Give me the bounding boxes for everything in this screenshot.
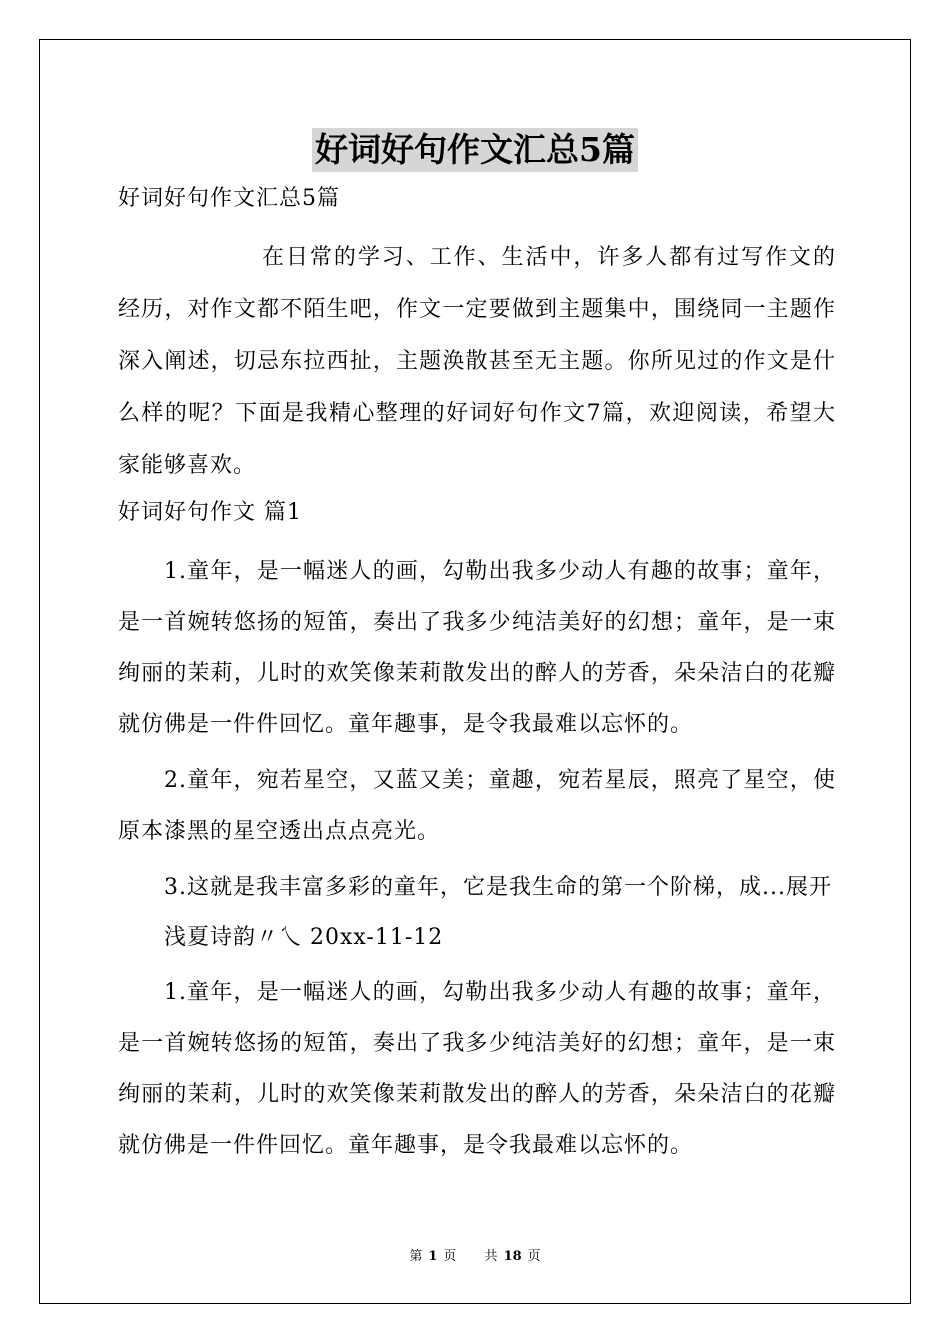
page-number: 1 (428, 1249, 438, 1264)
list-item-2: 2.童年，宛若星空，又蓝又美；童趣，宛若星辰，照亮了星空，使原本漆黑的星空透出点点亮光。 (118, 768, 836, 844)
list-item-3: 3.这就是我丰富多彩的童年，它是我生命的第一个阶梯，成...展开 (164, 875, 832, 900)
list-item-1: 1.童年，是一幅迷人的画，勾勒出我多少动人有趣的故事；童年，是一首婉转悠扬的短笛，奏出了我多少纯洁美好的幻想；童年，是一束绚丽的茉莉，儿时的欢笑像茉莉散发出的醉人的芳香，朵朵洁白的花瓣就仿佛是一件件回忆。童年趣事，是令我最难以忘怀的。 (118, 559, 836, 737)
total-pages-indicator: 共 18 页 (484, 1249, 541, 1264)
document-subtitle: 好词好句作文汇总5篇 (118, 186, 340, 211)
section-heading: 好词好句作文 篇1 (118, 500, 302, 525)
repeat-list-item-1: 1.童年，是一幅迷人的画，勾勒出我多少动人有趣的故事；童年，是一首婉转悠扬的短笛，奏出了我多少纯洁美好的幻想；童年，是一束绚丽的茉莉，儿时的欢笑像茉莉散发出的醉人的芳香，朵朵洁白的花瓣就仿佛是一件件回忆。童年趣事，是令我最难以忘怀的。 (118, 980, 836, 1158)
page-indicator: 第 1 页 (409, 1249, 457, 1264)
document-title: 好词好句作文汇总5篇 (312, 128, 638, 172)
intro-paragraph: 在日常的学习、工作、生活中，许多人都有过写作文的经历，对作文都不陌生吧，作文一定要做到主题集中，围绕同一主题作深入阐述，切忌东拉西扯，主题涣散甚至无主题。你所见过的作文是什么样的呢？下面是我精心整理的好词好句作文7篇，欢迎阅读，希望大家能够喜欢。 (118, 245, 836, 478)
total-pages: 18 (503, 1249, 522, 1264)
title-wrapper (0, 128, 950, 172)
page-footer (0, 1248, 950, 1266)
document-body (118, 182, 836, 1176)
author-date-line: 浅夏诗韵〃乀 20xx-11-12 (164, 925, 444, 950)
